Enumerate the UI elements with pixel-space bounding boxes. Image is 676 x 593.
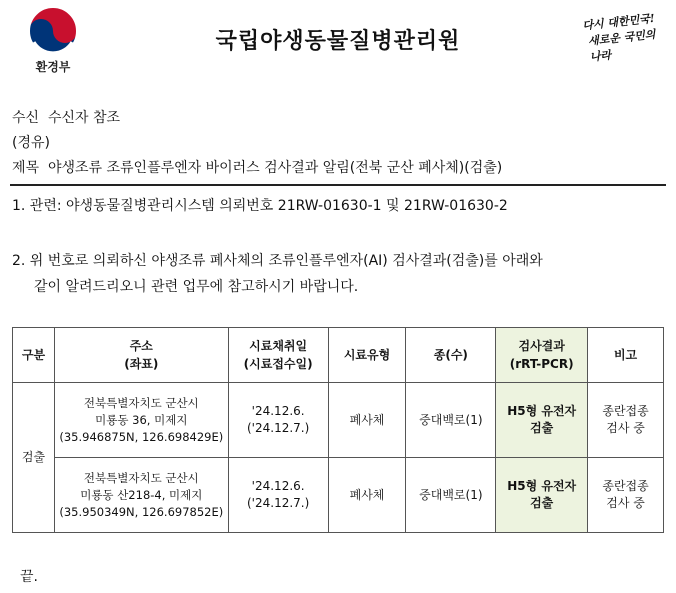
table-row (13, 458, 664, 533)
header-address (54, 328, 228, 383)
item-2-line-2: 같이 알려드리오니 관련 업무에 참고하시기 바랍니다. (34, 279, 359, 295)
header-address-line-1: 주소 (129, 339, 153, 353)
address-line: 미룡동 36, 미제지 (95, 412, 188, 427)
result-line: H5형 유전자 (507, 404, 577, 418)
closing-mark: 끝. (20, 569, 38, 585)
header-date-line-1: 시료채취일 (249, 339, 308, 353)
result-line: H5형 유전자 (507, 479, 577, 493)
header-result-line-1: 검사결과 (518, 339, 565, 353)
address-line: 전북특별자치도 군산시 (83, 470, 199, 485)
species-cell: 중대백로(1) (406, 383, 496, 458)
item-1: 1. 관련: 야생동물질병관리시스템 의뢰번호 21RW-01630-1 및 21RW-01630-2 (12, 198, 508, 214)
result-cell (496, 383, 588, 458)
remarks-line: 종란접종 (602, 479, 649, 493)
header-result (496, 328, 588, 383)
header-result-line-2: (rRT-PCR) (509, 357, 574, 371)
header-address-line-2: (좌표) (124, 357, 159, 371)
org-title: 국립야생동물질병관리원 (215, 29, 461, 54)
address-line: 전북특별자치도 군산시 (83, 395, 199, 410)
address-cell (54, 458, 228, 533)
date-cell (228, 383, 328, 458)
address-line: 미룡동 산218-4, 미제지 (80, 487, 203, 502)
table-header-row (13, 328, 664, 383)
table-row (13, 383, 664, 458)
result-line: 검출 (530, 421, 554, 435)
slogan-line-2: 새로운 국민의 나라 (587, 27, 657, 64)
remarks-line: 종란접종 (602, 404, 649, 418)
item-2-line-1: 2. 위 번호로 의뢰하신 야생조류 폐사체의 조류인플루엔자(AI) 검사결과(검출)를 아래와 (12, 253, 543, 269)
sample-type-cell: 폐사체 (328, 458, 406, 533)
sample-type-cell: 폐사체 (328, 383, 406, 458)
item-2 (12, 248, 543, 300)
ministry-name: 환경부 (35, 60, 71, 74)
recipient-line: 수신 수신자 참조 (12, 110, 121, 126)
header-date-line-2: (시료접수일) (243, 357, 313, 371)
result-line: 검출 (530, 496, 554, 510)
remarks-line: 검사 중 (606, 496, 645, 510)
slogan (582, 10, 669, 66)
collected-date: '24.12.6. (251, 479, 305, 493)
result-table (12, 327, 664, 533)
received-date: ('24.12.7.) (247, 421, 310, 435)
coordinates: (35.946875N, 126.698429E) (59, 429, 224, 444)
subject-divider (10, 184, 666, 186)
address-cell (54, 383, 228, 458)
header-species: 종(수) (406, 328, 496, 383)
header-date (228, 328, 328, 383)
via-line: (경유) (12, 135, 50, 151)
date-cell (228, 458, 328, 533)
remarks-cell (588, 458, 664, 533)
document-meta (12, 106, 502, 181)
collected-date: '24.12.6. (251, 404, 305, 418)
header-remarks: 비고 (588, 328, 664, 383)
group-label: 검출 (13, 383, 55, 533)
result-cell (496, 458, 588, 533)
received-date: ('24.12.7.) (247, 496, 310, 510)
subject-line: 제목 야생조류 조류인플루엔자 바이러스 검사결과 알림(전북 군산 폐사체)(검출) (12, 160, 503, 176)
header-sample-type: 시료유형 (328, 328, 406, 383)
coordinates: (35.950349N, 126.697852E) (59, 504, 224, 519)
remarks-cell (588, 383, 664, 458)
remarks-line: 검사 중 (606, 421, 645, 435)
header-category: 구분 (13, 328, 55, 383)
slogan-line-1: 다시 대한민국! (581, 11, 656, 33)
species-cell: 중대백로(1) (406, 458, 496, 533)
